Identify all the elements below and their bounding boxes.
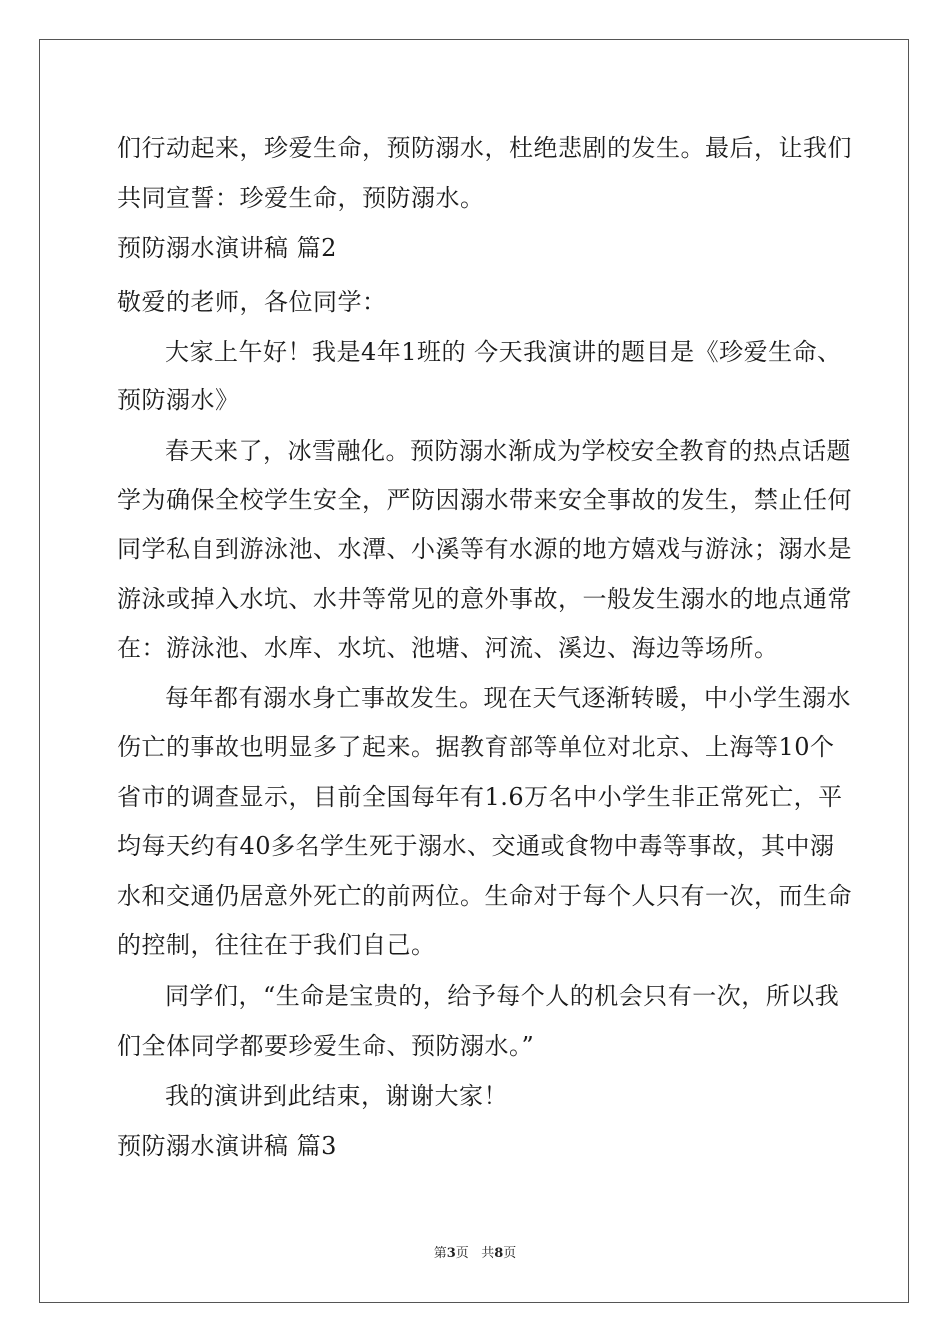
text-line: 省市的调查显示，目前全国每年有1.6万名中小学生非正常死亡，平: [117, 783, 843, 811]
text-line: 预防溺水》: [117, 386, 240, 414]
text-line: 每年都有溺水身亡事故发生。现在天气逐渐转暖，中小学生溺水: [165, 684, 851, 712]
total-pages-number: 8: [494, 1246, 504, 1261]
text-line: 们行动起来，珍爱生命，预防溺水，杜绝悲剧的发生。最后，让我们: [117, 134, 852, 162]
text-line: 大家上午好！我是4年1班的 今天我演讲的题目是《珍爱生命、: [165, 338, 842, 366]
footer-page-unit: 页: [455, 1246, 469, 1261]
salutation: 敬爱的老师，各位同学：: [117, 288, 387, 316]
text-line: 们全体同学都要珍爱生命、预防溺水。”: [117, 1032, 535, 1060]
text-line: 的控制，往往在于我们自己。: [117, 931, 436, 959]
text-line: 游泳或掉入水坑、水井等常见的意外事故，一般发生溺水的地点通常: [117, 585, 852, 613]
page-footer: [0, 1246, 950, 1262]
footer-total-unit: 页: [503, 1246, 517, 1261]
text-line: 春天来了，冰雪融化。预防溺水渐成为学校安全教育的热点话题: [165, 437, 851, 465]
text-line: 在：游泳池、水库、水坑、池塘、河流、溪边、海边等场所。: [117, 634, 779, 662]
current-page-number: 3: [446, 1246, 456, 1261]
text-line: 学为确保全校学生安全，严防因溺水带来安全事故的发生，禁止任何: [117, 486, 852, 514]
footer-total-prefix: 共: [481, 1246, 495, 1261]
section-heading: 预防溺水演讲稿 篇3: [117, 1132, 337, 1160]
text-line: 共同宣誓：珍爱生命，预防溺水。: [117, 184, 485, 212]
text-line: 同学私自到游泳池、水潭、小溪等有水源的地方嬉戏与游泳；溺水是: [117, 535, 852, 563]
footer-prefix: 第: [433, 1246, 447, 1261]
text-line: 我的演讲到此结束，谢谢大家！: [165, 1082, 508, 1110]
page-frame: [39, 39, 909, 1303]
text-line: 均每天约有40多名学生死于溺水、交通或食物中毒等事故，其中溺: [117, 832, 835, 860]
text-line: 伤亡的事故也明显多了起来。据教育部等单位对北京、上海等10个: [117, 733, 835, 761]
text-line: 同学们，“生命是宝贵的，给予每个人的机会只有一次，所以我: [165, 982, 840, 1010]
text-line: 水和交通仍居意外死亡的前两位。生命对于每个人只有一次，而生命: [117, 882, 852, 910]
section-heading: 预防溺水演讲稿 篇2: [117, 234, 337, 262]
